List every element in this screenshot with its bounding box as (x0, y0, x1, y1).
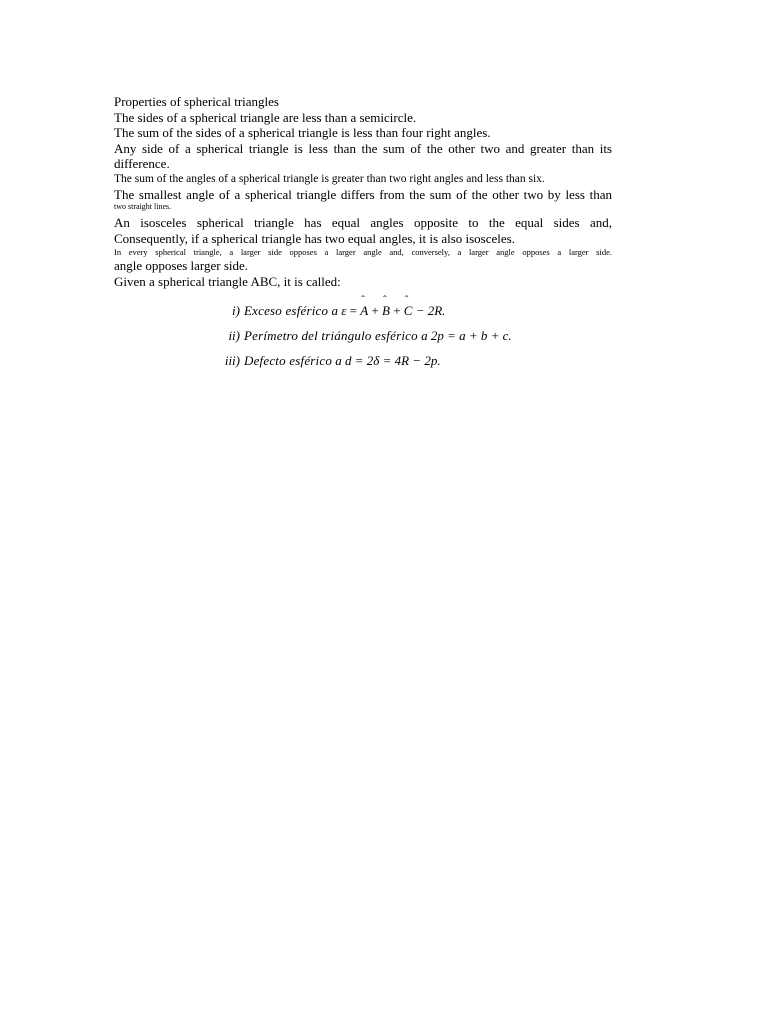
formula-label: Exceso esférico (244, 302, 329, 318)
formula-label: Perímetro del triángulo esférico (244, 327, 418, 343)
property-side-inequality-line1: Any side of a spherical triangle is less than the sum of the other two and greater than its (114, 140, 612, 156)
formula-equals: = (346, 302, 361, 318)
property-smallest-angle-line2: two straight lines. (114, 202, 172, 211)
property-isosceles-line1: An isosceles spherical triangle has equal angles opposite to the equal sides and, (114, 215, 612, 230)
property-isosceles-line2: Consequently, if a spherical triangle has two equal angles, it is also isosceles. (114, 230, 515, 246)
formula-connector: a (332, 352, 346, 368)
property-smallest-angle-line1: The smallest angle of a spherical triangle differs from the sum of the other two by less than (114, 186, 612, 202)
property-sum-of-sides: The sum of the sides of a spherical triangle is less than four right angles. (114, 125, 491, 140)
formula-label: Defecto esférico (244, 352, 333, 368)
formula-expression: 2p = a + b + c. (430, 327, 512, 343)
document-body (114, 94, 612, 289)
formula-angle-a: ˆ A (360, 303, 368, 319)
formula-number: ii) (228, 327, 240, 343)
formula-connector: a (328, 302, 342, 318)
formula-expression: d = 2δ = 4R − 2p. (345, 352, 441, 368)
formula-defect (244, 353, 441, 369)
formula-list (212, 298, 612, 373)
formula-row-excess (212, 298, 612, 323)
formula-number: iii) (224, 352, 240, 368)
formula-tail: − 2R. (412, 302, 446, 318)
formula-plus: + (389, 302, 404, 318)
formula-connector: a (417, 327, 431, 343)
formula-angle-c: ˆ C (404, 303, 413, 319)
property-sides-semicircle: The sides of a spherical triangle are less than a semicircle. (114, 109, 417, 125)
formula-perimeter (244, 328, 512, 344)
formula-angle-b: ˆ B (382, 303, 390, 319)
property-larger-side-angle-tail: angle opposes larger side. (114, 258, 249, 273)
formula-excess (244, 303, 445, 319)
formula-row-perimeter (212, 323, 612, 348)
property-larger-side-angle: In every spherical triangle, a larger side opposes a larger angle and, conversely, a larger angle opposes a larger side. (114, 247, 612, 257)
section-title: Properties of spherical triangles (114, 94, 279, 109)
formula-number: i) (232, 302, 240, 318)
given-triangle-intro: Given a spherical triangle ABC, it is called: (114, 273, 341, 289)
formula-variable: ε (341, 302, 347, 318)
property-side-inequality-line2: difference. (114, 156, 170, 171)
formula-row-defect (212, 348, 612, 373)
property-sum-of-angles: The sum of the angles of a spherical triangle is greater than two right angles and less than six. (114, 172, 545, 185)
formula-plus: + (368, 302, 382, 318)
